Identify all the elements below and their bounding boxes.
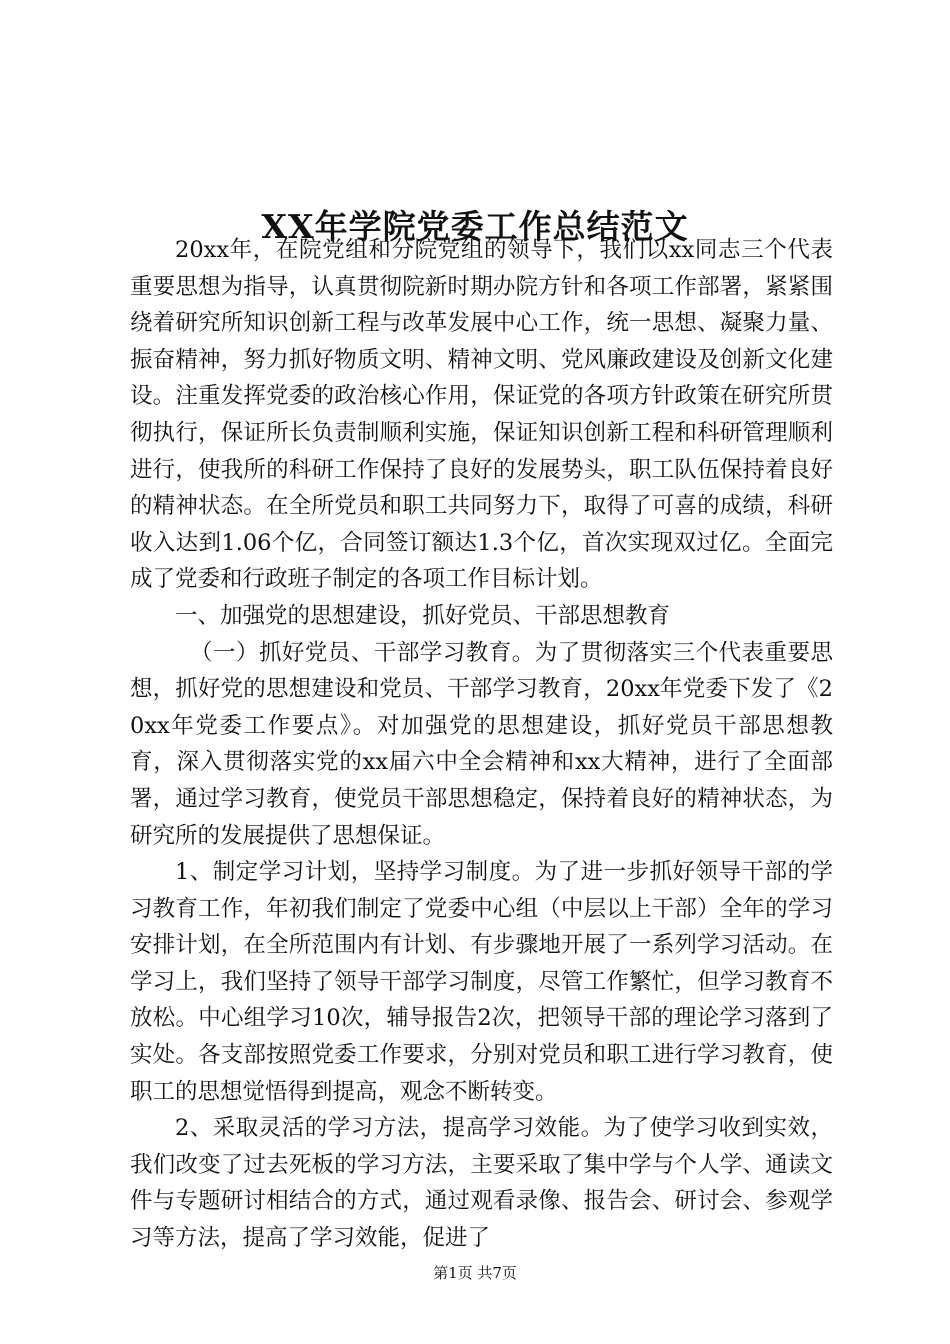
paragraph-item-1: 1、制定学习计划，坚持学习制度。为了进一步抓好领导干部的学习教育工作，年初我们制定了党委中心组（中层以上干部）全年的学习安排计划，在全所范围内有计划、有步骤地开展了一系列学习活动。在学习上，我们坚持了领导干部学习制度，尽管工作繁忙，但学习教育不放松。中心组学习10次，辅导报告2次，把领导干部的理论学习落到了实处。各支部按照党委工作要求，分别对党员和职工进行学习教育，使职工的思想觉悟得到提高，观念不断转变。 bbox=[130, 859, 833, 1105]
page-number-footer: 第1页 共7页 bbox=[433, 1264, 517, 1282]
document-title: XX年学院党委工作总结范文 bbox=[261, 207, 689, 247]
paragraph-intro: 20xx年，在院党组和分院党组的领导下，我们以xx同志三个代表重要思想为指导，认真贯彻院新时期办院方针和各项工作部署，紧紧围绕着研究所知识创新工程与改革发展中心工作，统一思想、凝聚力量、振奋精神，努力抓好物质文明、精神文明、党风廉政建设及创新文化建设。注重发挥党委的政治核心作用，保证党的各项方针政策在研究所贯彻执行，保证所长负责制顺利实施，保证知识创新工程和科研管理顺利进行，使我所的科研工作保持了良好的发展势头，职工队伍保持着良好的精神状态。在全所党员和职工共同努力下，取得了可喜的成绩，科研收入达到1.06个亿，合同签订额达1.3个亿，首次实现双过亿。全面完成了党委和行政班子制定的各项工作目标计划。 bbox=[130, 237, 833, 593]
document-body bbox=[130, 232, 833, 1257]
subsection-heading-1: （一）抓好党员、干部学习教育。为了贯彻落实三个代表重要思想，抓好党的思想建设和党员、干部学习教育，20xx年党委下发了《20xx年党委工作要点》。对加强党的思想建设，抓好党员干部思想教育，深入贯彻落实党的xx届六中全会精神和xx大精神，进行了全面部署，通过学习教育，使党员干部思想稳定，保持着良好的精神状态，为研究所的发展提供了思想保证。 bbox=[130, 639, 833, 849]
paragraph-item-2: 2、采取灵活的学习方法，提高学习效能。为了使学习收到实效，我们改变了过去死板的学习方法，主要采取了集中学与个人学、通读文件与专题研讨相结合的方式，通过观看录像、报告会、研讨会、参观学习等方法，提高了学习效能，促进了 bbox=[130, 1115, 833, 1252]
section-heading-1: 一、加强党的思想建设，抓好党员、干部思想教育 bbox=[175, 602, 671, 629]
